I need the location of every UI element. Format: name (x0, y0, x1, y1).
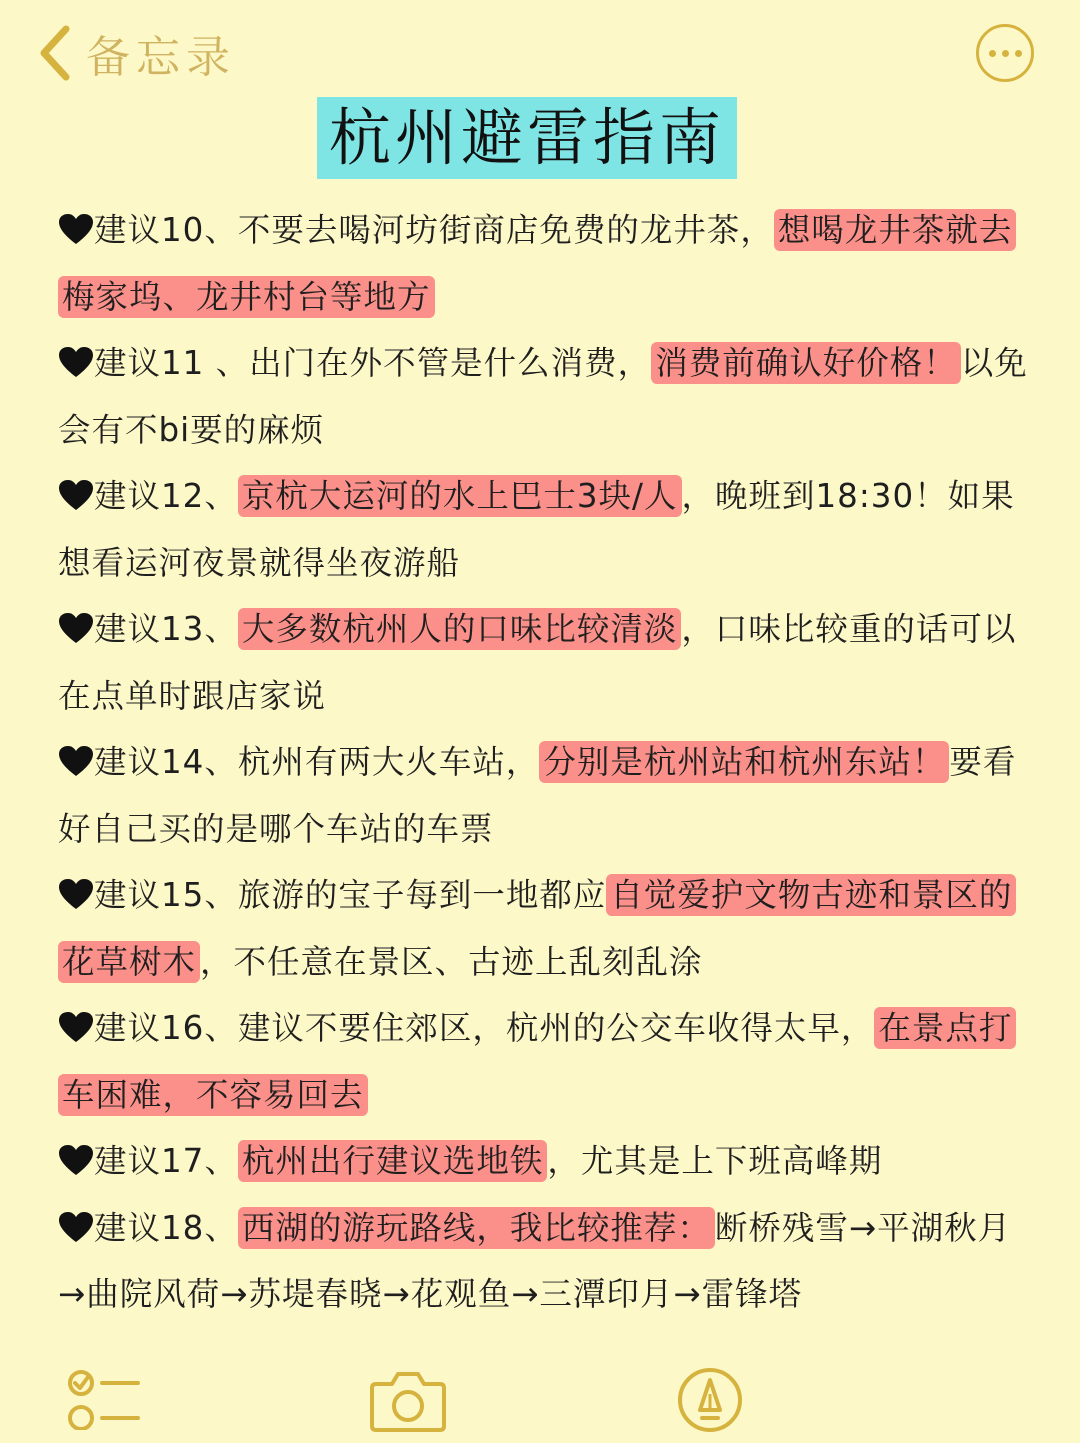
tip-item (58, 197, 1033, 330)
bottom-toolbar (0, 1352, 1080, 1443)
tip-highlight: 杭州出行建议选地铁 (238, 1140, 548, 1182)
tip-text: 断桥残雪→平湖秋月→曲院风荷→苏堤春晓→花观鱼→三潭印月→雷锋塔 (58, 1208, 1012, 1313)
tip-text: 建议15、旅游的宝子每到一地都应 (94, 876, 607, 914)
tip-highlight: 想喝龙井茶就去梅家坞、龙井村台等地方 (58, 209, 1016, 318)
tip-highlight: 京杭大运河的水上巴士3块/人 (238, 475, 682, 517)
checklist-button[interactable] (66, 1366, 142, 1434)
tip-text: ，尤其是上下班高峰期 (547, 1142, 883, 1180)
tip-text: 建议18、 (94, 1208, 238, 1247)
tip-highlight: 西湖的游玩路线，我比较推荐： (238, 1207, 715, 1249)
tip-text: 建议12、 (94, 477, 238, 515)
tip-item (58, 862, 1033, 995)
ellipsis-dot (1002, 50, 1009, 57)
tip-item (58, 330, 1033, 463)
note-body[interactable] (58, 197, 1033, 1328)
tip-item (58, 729, 1033, 862)
tip-item (58, 596, 1033, 729)
black-heart-icon (58, 1144, 94, 1176)
back-label: 备忘录 (86, 32, 236, 83)
tip-highlight: 在景点打车困难，不容易回去 (58, 1007, 1016, 1116)
compose-button[interactable] (676, 1366, 744, 1438)
checklist-icon (66, 1366, 142, 1430)
black-heart-icon (58, 479, 94, 511)
black-heart-icon (58, 1211, 94, 1243)
tip-item (58, 995, 1033, 1128)
back-button[interactable] (36, 18, 236, 88)
tip-text: ，不任意在景区、古迹上乱刻乱涂 (200, 942, 703, 981)
ellipsis-dot (1015, 50, 1022, 57)
tip-item (58, 463, 1033, 596)
tip-highlight: 分别是杭州站和杭州东站！ (539, 741, 949, 783)
tip-highlight: 大多数杭州人的口味比较清淡 (238, 608, 682, 650)
chevron-left-icon (36, 23, 72, 83)
note-title: 杭州避雷指南 (317, 97, 737, 179)
black-heart-icon (58, 745, 94, 777)
tip-text: 建议11 、出门在外不管是什么消费， (94, 344, 652, 382)
pen-compose-icon (676, 1366, 744, 1434)
tip-text: ，晚班到18:30！如果想看运河夜景就得坐夜游船 (58, 477, 1015, 582)
more-options-button[interactable] (976, 24, 1034, 82)
tip-text: 建议13、 (94, 610, 238, 648)
ellipsis-icon (989, 50, 996, 57)
black-heart-icon (58, 612, 94, 644)
black-heart-icon (58, 346, 94, 378)
tip-text: 建议10、不要去喝河坊街商店免费的龙井茶， (94, 211, 774, 249)
tip-text: 要看好自己买的是哪个车站的车票 (58, 743, 1017, 848)
camera-button[interactable] (370, 1368, 446, 1436)
black-heart-icon (58, 878, 94, 910)
tip-text: 建议16、建议不要住郊区，杭州的公交车收得太早， (94, 1009, 875, 1047)
tip-text: 建议17、 (94, 1142, 238, 1180)
tip-item (58, 1128, 1033, 1195)
tip-text: 以免会有不bi要的麻烦 (58, 344, 1028, 449)
tip-item (58, 1195, 1033, 1328)
tip-highlight: 消费前确认好价格！ (651, 342, 961, 384)
navigation-bar (0, 0, 1080, 100)
camera-icon (370, 1368, 446, 1432)
tip-text: ，口味比较重的话可以在点单时跟店家说 (58, 610, 1017, 715)
black-heart-icon (58, 1011, 94, 1043)
black-heart-icon (58, 213, 94, 245)
tip-highlight: 自觉爱护文物古迹和景区的花草树木 (58, 874, 1016, 983)
tip-text: 建议14、杭州有两大火车站， (94, 743, 540, 781)
